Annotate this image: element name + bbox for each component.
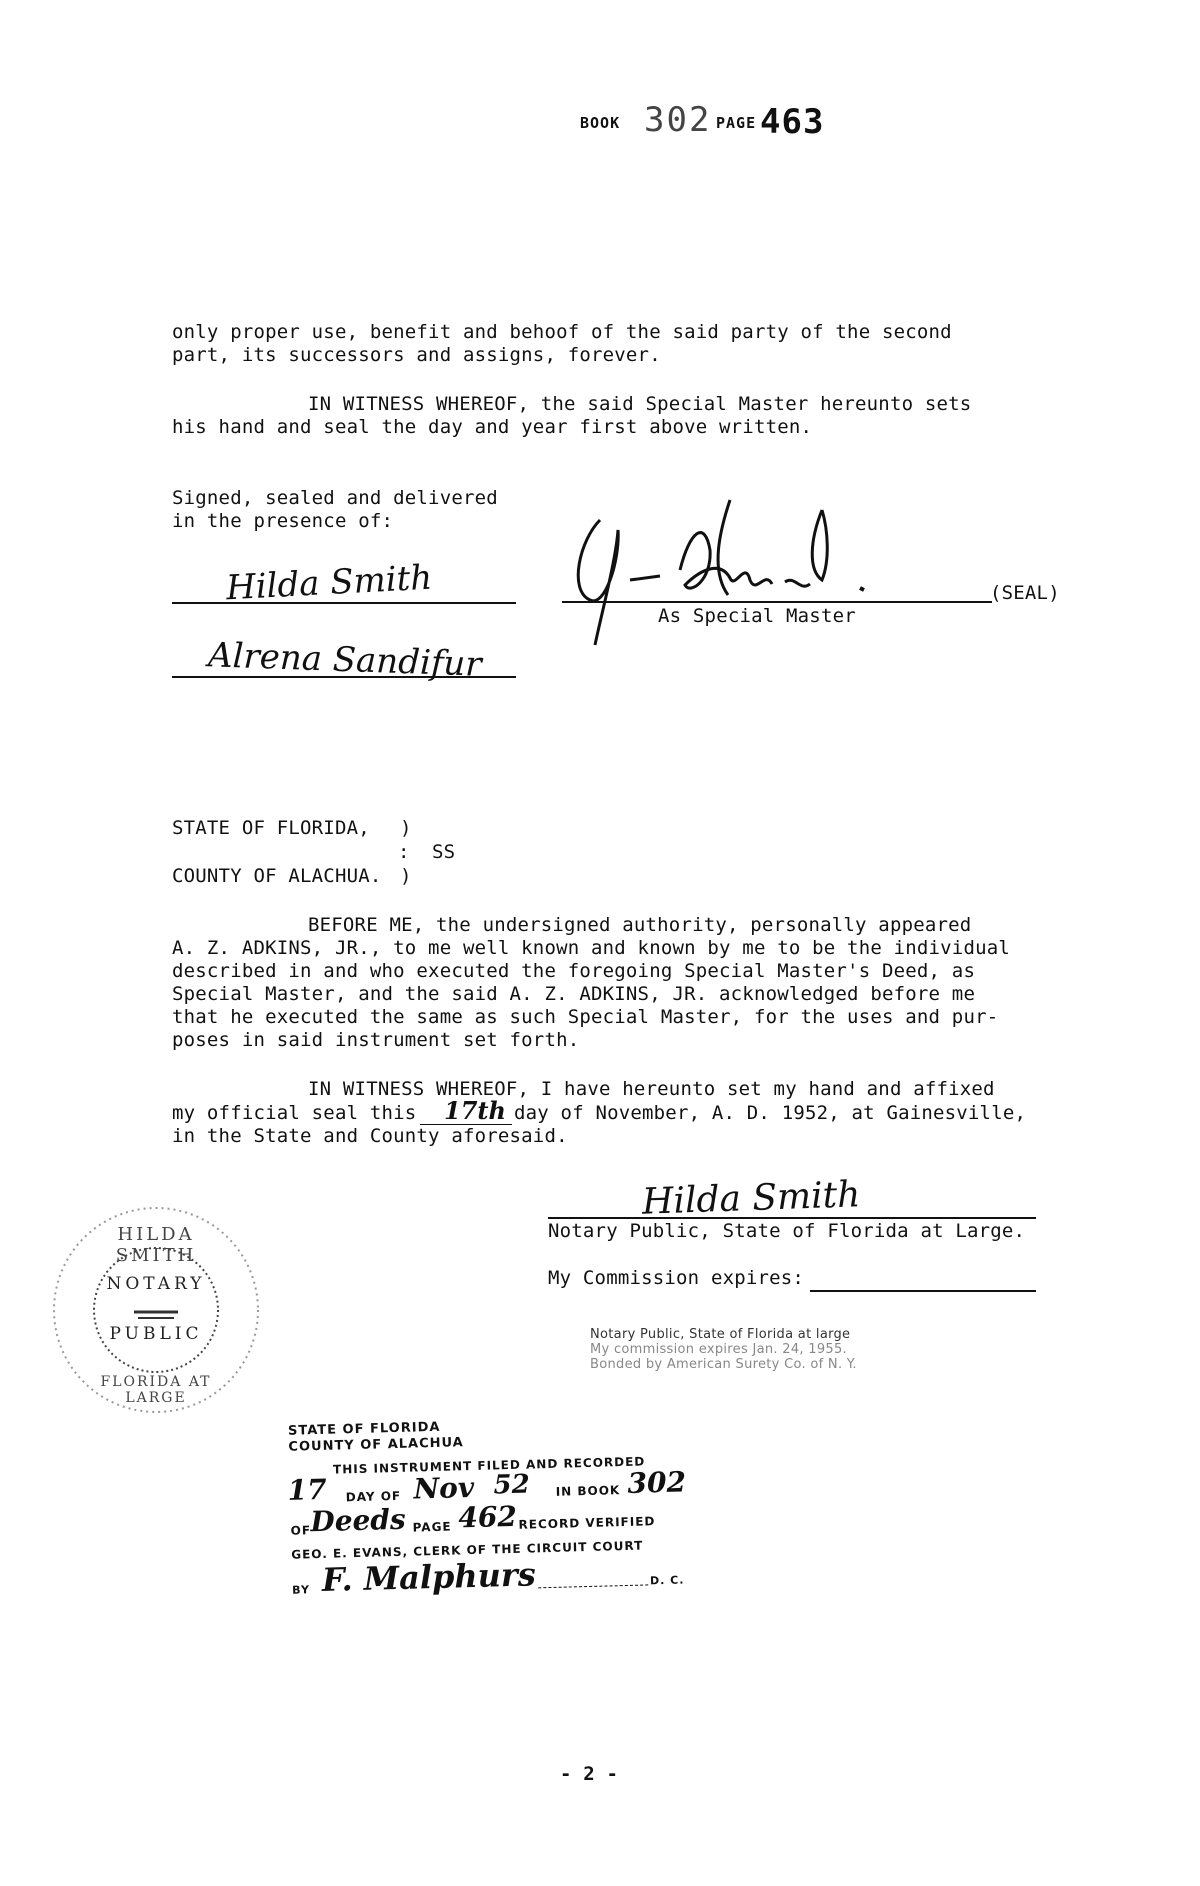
notary-stamp-line1: Notary Public, State of Florida at large	[590, 1327, 851, 1342]
deed-para2-line1: IN WITNESS WHEREOF, the said Special Master hereunto sets	[308, 393, 972, 415]
recording-clerk: GEO. E. EVANS, CLERK OF THE CIRCUIT COURT	[291, 1538, 644, 1562]
recording-month: Nov	[413, 1470, 475, 1506]
notary-signature: Hilda Smith	[641, 1174, 861, 1223]
recording-type: Deeds	[309, 1502, 407, 1539]
notary-stamp-line3: Bonded by American Surety Co. of N. Y.	[590, 1357, 857, 1372]
seal-label: (SEAL)	[990, 582, 1060, 604]
recording-book: 302	[627, 1465, 687, 1500]
signed-sealed-line1: Signed, sealed and delivered	[172, 487, 498, 509]
recording-stamp	[284, 1412, 738, 1599]
book-label: BOOK	[580, 114, 621, 132]
recording-line2: COUNTY OF ALACHUA	[288, 1435, 464, 1455]
notary-commission: My Commission expires:	[548, 1267, 805, 1289]
notary-stamp-line2: My commission expires Jan. 24, 1955.	[590, 1342, 847, 1357]
ack-county: COUNTY OF ALACHUA.	[172, 865, 382, 887]
ack-body-line1: BEFORE ME, the undersigned authority, personally appeared	[308, 914, 972, 936]
book-number: 302	[644, 100, 712, 140]
ack-paren-bottom: )	[400, 865, 412, 887]
recording-in-book: IN BOOK	[555, 1483, 621, 1499]
ack-ss: SS	[432, 841, 456, 863]
ack-body-line5: that he executed the same as such Special Master, for the uses and pur-	[172, 1006, 999, 1028]
deed-para1-line1: only proper use, benefit and behoof of the said party of the second	[172, 321, 952, 343]
ack-body-line3: described in and who executed the foregoing Special Master's Deed, as	[172, 960, 976, 982]
deed-para2-line2: his hand and seal the day and year first above written.	[172, 416, 813, 438]
witness1-signature: Hilda Smith	[225, 557, 434, 609]
recording-dc-line	[538, 1584, 648, 1588]
notary-seal-top-text: HILDA SMITH	[115, 1224, 197, 1266]
signed-sealed-line2: in the presence of:	[172, 510, 394, 532]
ack-body-line2: A. Z. ADKINS, JR., to me well known and known by me to be the individual	[172, 937, 1011, 959]
page-number-footer: - 2 -	[560, 1763, 619, 1785]
notary-seal	[48, 1202, 264, 1418]
ack-paren-top: )	[400, 817, 412, 839]
recording-year: 52	[493, 1469, 531, 1501]
notary-title: Notary Public, State of Florida at Large.	[548, 1220, 1026, 1242]
ack-state: STATE OF FLORIDA,	[172, 817, 370, 839]
recording-dc: D. C.	[649, 1573, 685, 1588]
recording-day-of: DAY OF	[345, 1488, 402, 1505]
ack-witness-day: 17th	[444, 1096, 506, 1125]
page-number: 463	[760, 102, 825, 142]
recording-line3: THIS INSTRUMENT FILED AND RECORDED	[332, 1454, 646, 1477]
ack-witness-line2a: my official seal this	[172, 1102, 417, 1124]
notary-seal-mid2: PUBLIC	[109, 1324, 203, 1344]
recording-of: OF	[290, 1523, 312, 1538]
witness2-signature-line	[172, 676, 516, 678]
ack-witness-line3: in the State and County aforesaid.	[172, 1125, 568, 1147]
master-caption: As Special Master	[658, 605, 856, 627]
notary-commission-line	[810, 1290, 1036, 1292]
recording-day: 17	[287, 1472, 327, 1507]
master-signature-name	[0, 0, 13, 24]
recording-deputy-signature: F. Malphurs	[321, 1555, 537, 1599]
witness1-signature-line	[172, 602, 516, 604]
witness2-signature: Alrena Sandifur	[207, 635, 483, 685]
ack-body-line4: Special Master, and the said A. Z. ADKINS, JR. acknowledged before me	[172, 983, 976, 1005]
recording-line1: STATE OF FLORIDA	[287, 1419, 441, 1439]
master-signature-line	[562, 601, 992, 603]
deed-para1-line2: part, its successors and assigns, forever.	[172, 344, 661, 366]
ack-witness-line2b: day of November, A. D. 1952, at Gainesville,	[514, 1102, 1027, 1124]
recording-by: BY	[292, 1583, 311, 1597]
recording-page-no: 462	[457, 1499, 518, 1535]
recording-page: PAGE	[412, 1519, 452, 1535]
recording-verified: RECORD VERIFIED	[518, 1514, 656, 1532]
ack-body-line6: poses in said instrument set forth.	[172, 1029, 580, 1051]
notary-seal-mid1: NOTARY	[106, 1274, 206, 1294]
notary-seal-bottom-text: FLORIDA AT LARGE	[100, 1374, 212, 1406]
page-label: PAGE	[716, 114, 757, 132]
ack-witness-line1: IN WITNESS WHEREOF, I have hereunto set my hand and affixed	[308, 1078, 995, 1100]
ack-colon: :	[398, 841, 410, 863]
